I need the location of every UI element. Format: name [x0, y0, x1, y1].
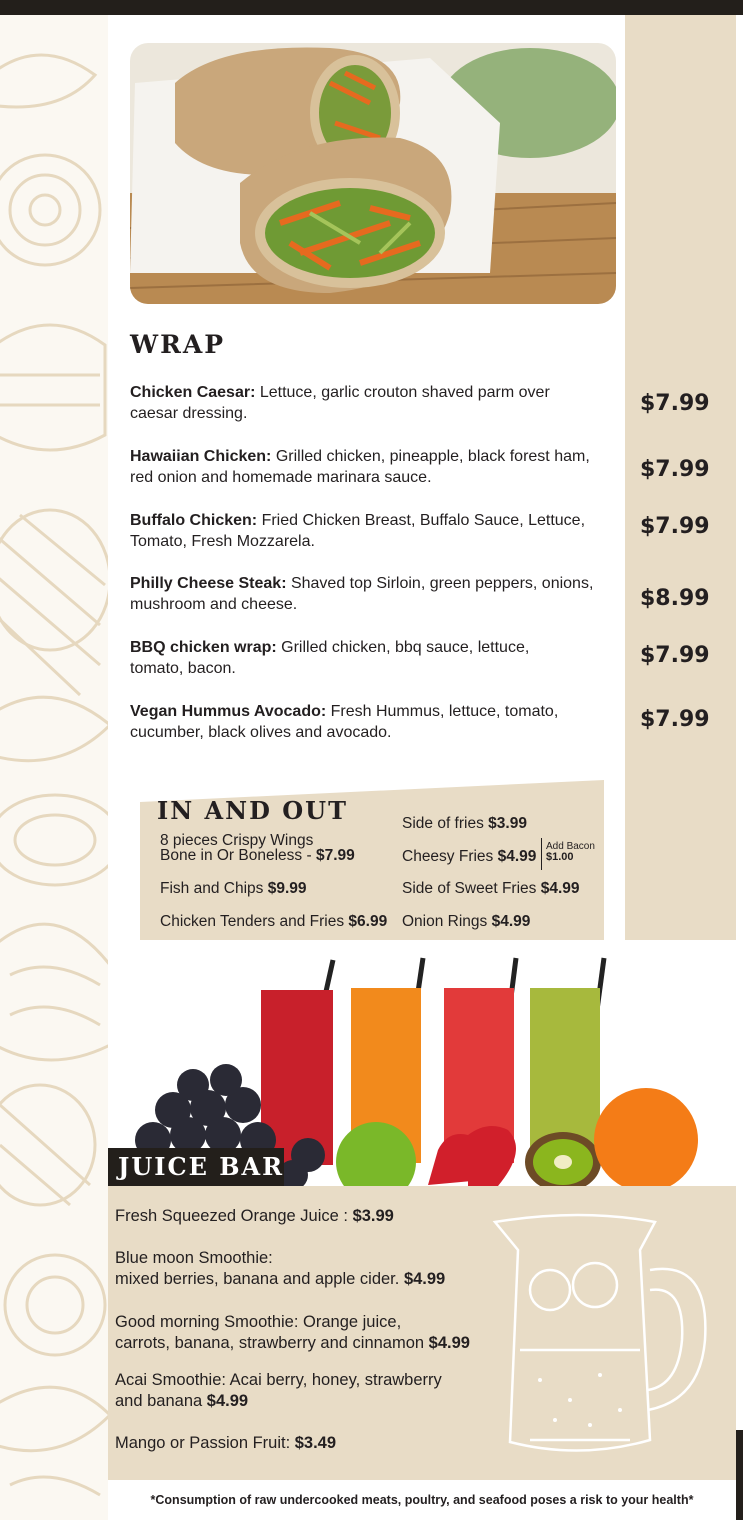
item-price: $3.49	[294, 1434, 337, 1452]
wrap-price-bbq-chicken: $7.99	[640, 643, 710, 668]
add-bacon-price: $1.00	[546, 851, 574, 863]
item-desc: Grilled chicken, pineapple, black forest ham,	[271, 448, 590, 465]
wrap-item-vegan-hummus-avocado	[130, 701, 620, 743]
juice-item-acai	[115, 1370, 515, 1412]
wrap-item-buffalo-chicken	[130, 510, 620, 552]
item-desc: Side of fries	[402, 815, 489, 832]
item-sweet-fries	[402, 880, 580, 898]
item-desc: Cheesy Fries	[402, 848, 498, 865]
bacon-divider	[541, 838, 542, 870]
item-price: $4.99	[540, 880, 580, 897]
item-desc-line2: Bone in Or Boneless -	[160, 847, 316, 864]
juice-item-blue-moon	[115, 1248, 515, 1290]
item-name: Vegan Hummus Avocado:	[130, 703, 327, 720]
item-desc-line2: tomato, bacon.	[130, 660, 236, 677]
wrap-item-hawaiian-chicken	[130, 446, 620, 488]
item-desc-line2: caesar dressing.	[130, 405, 248, 422]
item-desc: Fresh Hummus, lettuce, tomato,	[326, 703, 559, 720]
wrap-item-philly-cheese-steak	[130, 573, 620, 615]
add-bacon-note	[546, 841, 595, 863]
pastry-sketch-border	[0, 15, 108, 1520]
item-desc: Lettuce, garlic crouton shaved parm over	[255, 384, 550, 401]
item-desc: Grilled chicken, bbq sauce, lettuce,	[276, 639, 530, 656]
item-desc: Onion Rings	[402, 913, 492, 930]
health-disclaimer: *Consumption of raw undercooked meats, poultry, and seafood poses a risk to your health*	[150, 1493, 694, 1507]
item-desc: Mango or Passion Fruit:	[115, 1434, 295, 1452]
add-bacon-label: Add Bacon	[546, 841, 595, 852]
item-desc: Fried Chicken Breast, Buffalo Sauce, Lettuce,	[257, 512, 586, 529]
item-price: $4.99	[491, 913, 531, 930]
item-price: $4.99	[428, 1334, 470, 1352]
item-desc: Acai Smoothie: Acai berry, honey, strawberry	[115, 1371, 442, 1389]
item-price: $4.99	[206, 1392, 249, 1410]
wrap-price-philly-cheese-steak: $8.99	[640, 586, 710, 611]
wrap-price-hawaiian-chicken: $7.99	[640, 457, 710, 482]
item-name: Hawaiian Chicken:	[130, 448, 272, 465]
item-desc: Side of Sweet Fries	[402, 880, 541, 897]
item-desc-line2: cucumber, black olives and avocado.	[130, 724, 392, 741]
juice-item-mango-passion	[115, 1433, 515, 1454]
pastry-sketch-art	[0, 15, 108, 1520]
right-edge-bar	[736, 1430, 743, 1520]
item-desc-line2: and banana	[115, 1392, 207, 1410]
item-desc: 8 pieces Crispy Wings	[160, 832, 314, 849]
juice-item-good-morning	[115, 1312, 535, 1354]
item-name: Buffalo Chicken:	[130, 512, 258, 529]
item-desc: Chicken Tenders and Fries	[160, 913, 349, 930]
item-onion-rings	[402, 913, 530, 931]
juice-bar-title: JUICE BAR	[118, 1152, 285, 1181]
juice-item-orange-juice	[115, 1206, 515, 1227]
item-fish-and-chips	[160, 880, 307, 898]
item-price: $3.99	[488, 815, 527, 832]
wrap-section-title: WRAP	[130, 330, 226, 359]
item-name: Philly Cheese Steak:	[130, 575, 287, 592]
item-desc-line2: red onion and homemade marinara sauce.	[130, 469, 432, 486]
item-desc-line2: mixed berries, banana and apple cider.	[115, 1270, 404, 1288]
chicken-wrap-photo	[130, 43, 616, 304]
item-desc: Fish and Chips	[160, 880, 268, 897]
item-name: BBQ chicken wrap:	[130, 639, 277, 656]
item-price: $6.99	[348, 913, 388, 930]
item-price: $3.99	[352, 1207, 394, 1225]
item-desc: Shaved top Sirloin, green peppers, onions,	[286, 575, 594, 592]
item-price: $4.99	[497, 848, 537, 865]
item-desc: Fresh Squeezed Orange Juice :	[115, 1207, 353, 1225]
item-name: Chicken Caesar:	[130, 384, 256, 401]
item-price: $7.99	[315, 847, 355, 864]
in-and-out-title: IN AND OUT	[157, 796, 348, 825]
item-side-of-fries	[402, 815, 527, 833]
item-desc: Good morning Smoothie: Orange juice,	[115, 1313, 402, 1331]
item-cheesy-fries	[402, 848, 536, 866]
wrap-price-chicken-caesar: $7.99	[640, 391, 710, 416]
top-bar	[0, 0, 743, 15]
wrap-item-bbq-chicken	[130, 637, 620, 679]
item-chicken-tenders	[160, 913, 387, 931]
item-desc-line2: carrots, banana, strawberry and cinnamon	[115, 1334, 429, 1352]
item-desc: Blue moon Smoothie:	[115, 1249, 273, 1267]
item-price: $9.99	[267, 880, 307, 897]
wrap-price-buffalo-chicken: $7.99	[640, 514, 710, 539]
item-crispy-wings	[160, 833, 355, 863]
wrap-item-chicken-caesar	[130, 382, 620, 424]
item-desc-line2: mushroom and cheese.	[130, 596, 298, 613]
wrap-price-vegan-hummus-avocado: $7.99	[640, 707, 710, 732]
item-price: $4.99	[403, 1270, 446, 1288]
item-desc-line2: Tomato, Fresh Mozzarela.	[130, 533, 315, 550]
